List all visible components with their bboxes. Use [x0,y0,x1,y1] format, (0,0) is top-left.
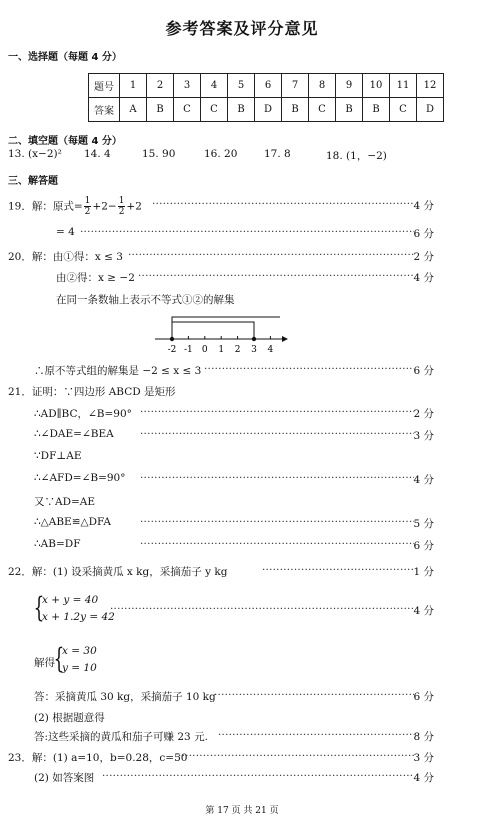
fill-answer-15: 15. 90 [142,148,176,160]
table-row-answers [89,98,444,122]
proof-step: ∴AD∥BC，∠B=90° [34,408,132,420]
solution-2: y = 10 [62,662,97,674]
question-number-cell: 2 [147,74,174,98]
proof-step: 又∵AD=AE [34,496,96,508]
score: 4 分 [413,605,434,617]
table-row-numbers [89,74,444,98]
solve-label: 解得 [34,657,55,669]
section-fill-heading: 二、填空题（每题 4 分） [8,136,122,147]
q23-line2: (2) 如答案图 [34,772,95,784]
score: 3 分 [413,752,434,764]
equation-1: x + y = 40 [42,594,99,606]
axis-tick-label: 4 [267,345,274,355]
leader-dots [140,538,414,550]
proof-step: ∴△ABE≌△DFA [34,516,111,528]
proof-step: ∴∠AFD=∠B=90° [34,472,126,484]
question-number-cell: 7 [282,74,309,98]
leader-dots [214,689,414,701]
q21-line1: 21．证明：∵四边形 ABCD 是矩形 [8,386,176,398]
question-number-cell: 4 [201,74,228,98]
score: 5 分 [413,518,434,530]
q22-answer1: 答：采摘黄瓜 30 kg，采摘茄子 10 kg [34,691,216,703]
answer-cell: C [309,98,336,122]
question-number-cell: 11 [390,74,417,98]
q22-line1: 22．解：(1) 设采摘黄瓜 x kg，采摘茄子 y kg [8,566,228,578]
answer-cell: C [201,98,228,122]
answer-cell: D [417,98,444,122]
closed-dot-3 [252,337,256,341]
leader-dots [178,750,414,762]
fill-answer-16: 16. 20 [204,148,238,160]
brace-icon: { [53,642,65,675]
answer-cell: C [174,98,201,122]
score: 2 分 [413,408,434,420]
question-number-cell: 12 [417,74,444,98]
section-choice-heading: 一、选择题（每题 4 分） [8,52,122,63]
q20-line3: 在同一条数轴上表示不等式①②的解集 [56,294,235,306]
q22-answer2: 答:这些采摘的黄瓜和茄子可赚 23 元. [34,731,208,743]
leader-dots [262,564,414,576]
axis-tick-label: -1 [184,345,193,355]
answer-cell: B [363,98,390,122]
question-number-cell: 1 [120,74,147,98]
question-number-cell: 10 [363,74,390,98]
fill-answer-14: 14. 4 [84,148,111,160]
answer-cell: B [336,98,363,122]
answer-cell: B [147,98,174,122]
q19-prefix: 19．解：原式= [8,200,83,213]
answer-cell: B [282,98,309,122]
answer-cell: B [228,98,255,122]
leader-dots [140,406,414,418]
answer-cell: D [255,98,282,122]
axis-tick-label: 1 [218,345,225,355]
fill-answer-18: 18. (1，−2) [326,150,387,162]
row-label-answer: 答案 [89,98,120,122]
q19-line1: 19．解：原式= $\frac{1}{2}$ +2− $\frac{1}{2}$ +2 [8,196,142,217]
leader-dots [128,249,414,261]
proof-step: ∴∠DAE=∠BEA [34,428,114,440]
score: 6 分 [413,365,434,377]
solution-bracket-x-ge-neg2 [172,317,280,339]
q19-line2: = 4 [56,226,75,238]
leader-dots [110,603,414,615]
equation-2: x + 1.2y = 42 [42,611,115,623]
q22-part2: (2) 根据题意得 [34,712,105,724]
solution-1: x = 30 [62,645,97,657]
fill-answer-17: 17. 8 [264,148,291,160]
question-number-cell: 3 [174,74,201,98]
score: 6 分 [413,540,434,552]
leader-dots [204,363,414,375]
leader-dots [102,770,414,782]
score: 4 分 [413,200,434,212]
proof-step: ∴AB=DF [34,538,81,550]
leader-dots [138,270,414,282]
score: 1 分 [413,566,434,578]
axis-tick-label: 0 [201,345,208,355]
leader-dots [218,729,414,741]
q23-line1: 23．解：(1) a=10，b=0.28，c=50 [8,752,188,764]
leader-dots [140,472,414,484]
question-number-cell: 9 [336,74,363,98]
score: 4 分 [413,474,434,486]
page-title: 参考答案及评分意见 [165,19,319,38]
axis-tick-label: -2 [167,345,177,355]
leader-dots [140,516,414,528]
closed-dot-neg2 [170,337,174,341]
row-label-number: 题号 [89,74,120,98]
number-line-figure [150,314,290,358]
q20-line1: 20．解：由①得：x ≤ 3 [8,251,123,263]
question-number-cell: 5 [228,74,255,98]
axis-tick-label: 2 [234,345,241,355]
score: 2 分 [413,251,434,263]
q20-conclusion: ∴原不等式组的解集是 −2 ≤ x ≤ 3 [34,365,202,377]
leader-dots [140,428,414,440]
score: 6 分 [413,691,434,703]
score: 6 分 [413,228,434,240]
brace-icon: { [33,591,45,624]
answer-cell: A [120,98,147,122]
leader-dots [80,226,414,238]
solution-bracket-x-le-3 [172,322,254,339]
score: 4 分 [413,772,434,784]
fraction: $\frac{1}{2}$ [84,196,91,217]
score: 3 分 [413,430,434,442]
axis-tick-label: 3 [251,345,257,355]
page-footer: 第 17 页 共 21 页 [205,806,279,816]
answer-cell: C [390,98,417,122]
proof-step: ∵DF⊥AE [34,450,82,462]
section-solve-heading: 三、解答题 [8,176,58,187]
q20-line2: 由②得：x ≥ −2 [56,272,135,284]
leader-dots [152,198,414,210]
fraction: $\frac{1}{2}$ [118,196,125,217]
score: 8 分 [413,731,434,743]
fill-answer-13: 13. (x−2)² [8,148,62,160]
question-number-cell: 6 [255,74,282,98]
question-number-cell: 8 [309,74,336,98]
answer-table [88,73,444,122]
axis-arrow-icon [282,336,288,342]
score: 4 分 [413,272,434,284]
